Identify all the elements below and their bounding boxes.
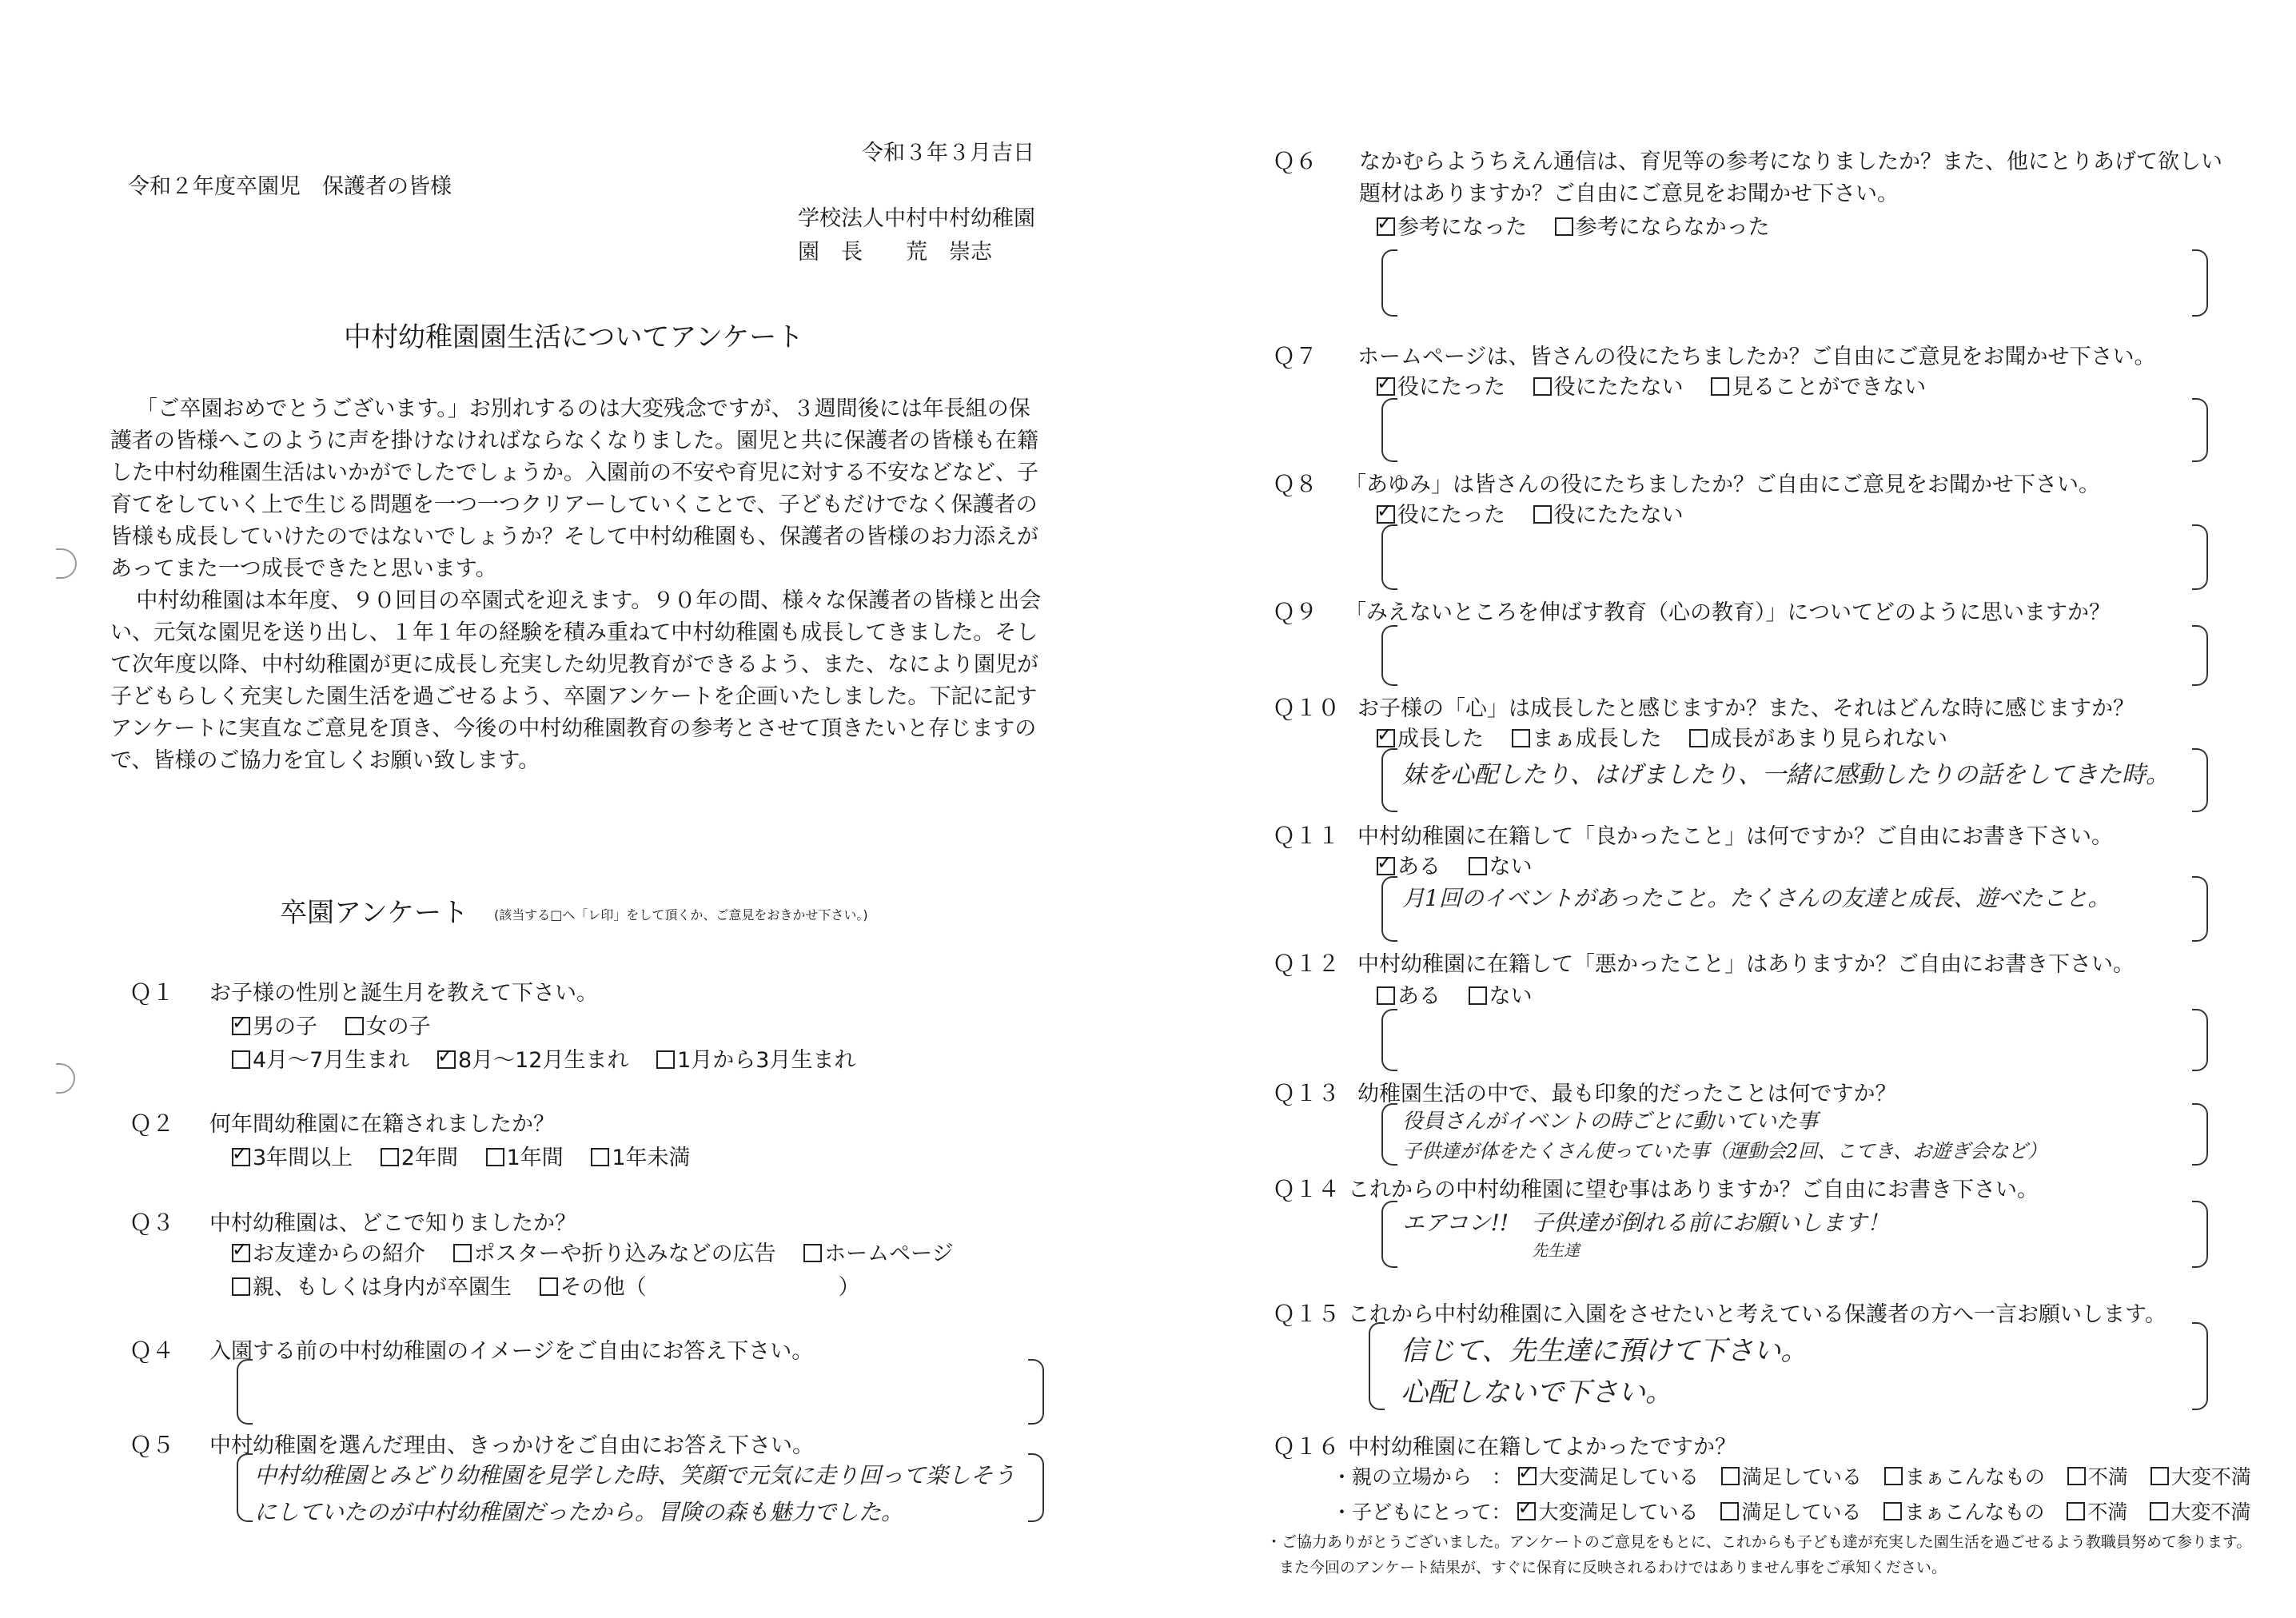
q11-handwritten-answer: 月1回のイベントがあったこと。たくさんの友達と成長、遊べたこと。 bbox=[1402, 885, 2111, 911]
q3-option-friend[interactable]: ✓お友達からの紹介 bbox=[232, 1236, 425, 1267]
q14-handwritten-answer: エアコン!! 子供達が倒れる前にお願いします！ bbox=[1402, 1210, 1890, 1236]
checkbox-checked-icon[interactable] bbox=[232, 1244, 250, 1262]
q9-answer-box[interactable] bbox=[1381, 625, 2208, 686]
checkbox-icon[interactable] bbox=[345, 1017, 364, 1035]
q2-text: 何年間幼稚園に在籍されましたか？ bbox=[209, 1112, 555, 1137]
q15-handwritten-answer-line1: 信じて、先生達に預けて下さい。 bbox=[1401, 1335, 1808, 1367]
q4-answer-box[interactable] bbox=[237, 1359, 1044, 1425]
q16-child-satisfied[interactable]: 満足している bbox=[1720, 1496, 1861, 1525]
q1-option-jan-mar[interactable]: 1月から3月生まれ bbox=[656, 1042, 855, 1074]
survey-instruction: (該当する□へ「レ印」をして頂くか、ご意見をおきかせ下さい。) bbox=[494, 907, 868, 923]
q6-option-not-helpful[interactable]: 参考にならなかった bbox=[1555, 209, 1770, 241]
q3-option-homepage[interactable]: ホームページ bbox=[803, 1236, 953, 1267]
checkbox-icon[interactable] bbox=[1469, 857, 1487, 875]
q6-answer-box[interactable] bbox=[1381, 249, 2208, 317]
q7-options bbox=[1377, 369, 1947, 401]
q10-option-not-much[interactable]: 成長があまり見られない bbox=[1689, 721, 1947, 752]
q9-number: Ｑ９ bbox=[1273, 599, 1318, 625]
q11-option-yes[interactable]: ✓ある bbox=[1377, 849, 1441, 880]
q12-option-no[interactable]: ない bbox=[1469, 978, 1533, 1010]
checkbox-checked-icon[interactable] bbox=[1377, 505, 1395, 524]
q16-parent-satisfied[interactable]: 満足している bbox=[1721, 1461, 1862, 1490]
checkbox-checked-icon[interactable] bbox=[437, 1050, 456, 1069]
checkbox-icon[interactable] bbox=[2151, 1467, 2169, 1485]
checkbox-checked-icon[interactable] bbox=[1377, 729, 1395, 747]
q14-text: これからの中村幼稚園に望む事はありますか？ご自由にお書き下さい。 bbox=[1348, 1178, 2039, 1202]
q2-option-2years[interactable]: 2年間 bbox=[381, 1140, 458, 1171]
q10-option-somewhat[interactable]: まぁ成長した bbox=[1512, 721, 1662, 752]
checkbox-icon[interactable] bbox=[486, 1148, 504, 1166]
q13-handwritten-answer-line1: 役員さんがイベントの時ごとに動いていた事 bbox=[1402, 1110, 1819, 1134]
q1-options-month bbox=[232, 1042, 876, 1074]
q13-text: 幼稚園生活の中で、最も印象的だったことは何ですか？ bbox=[1357, 1082, 1897, 1106]
checkbox-icon[interactable] bbox=[453, 1244, 472, 1262]
checkbox-icon[interactable] bbox=[1533, 377, 1552, 396]
q11-number: Ｑ１１ bbox=[1273, 823, 1341, 849]
intro-text bbox=[110, 393, 1047, 777]
q5-handwritten-answer-line2: にしていたのが中村幼稚園だったから。冒険の森も魅力でした。 bbox=[254, 1499, 904, 1525]
q13-handwritten-answer-line2: 子供達が体をたくさん使っていた事（運動会2回、こてき、お遊ぎ会など） bbox=[1402, 1140, 2047, 1162]
q16-number: Ｑ１６ bbox=[1273, 1433, 1341, 1460]
q4-number: Ｑ４ bbox=[130, 1337, 175, 1364]
binding-hole-mark bbox=[56, 548, 77, 579]
q6-option-helpful[interactable]: ✓参考になった bbox=[1377, 209, 1527, 241]
q16-row-child bbox=[1332, 1496, 2250, 1525]
q14-handwritten-note: 先生達 bbox=[1532, 1241, 1580, 1260]
checkbox-icon[interactable] bbox=[1469, 986, 1487, 1005]
q10-option-grew[interactable]: ✓成長した bbox=[1377, 721, 1484, 752]
q2-option-3years[interactable]: ✓3年間以上 bbox=[232, 1140, 353, 1171]
q16-child-very-satisfied[interactable]: ✓ 大変満足している bbox=[1517, 1496, 1698, 1525]
q1-option-aug-dec[interactable]: ✓ 8月～12月生まれ bbox=[437, 1042, 629, 1074]
q7-answer-box[interactable] bbox=[1381, 398, 2208, 462]
checkbox-checked-icon[interactable] bbox=[1518, 1467, 1537, 1485]
checkbox-checked-icon[interactable] bbox=[1377, 377, 1395, 396]
q11-option-no[interactable]: ない bbox=[1469, 849, 1533, 880]
q1-option-girl[interactable]: 女の子 bbox=[345, 1009, 431, 1040]
q16-row-parent-label: ・親の立場から ： bbox=[1332, 1465, 1513, 1488]
q16-parent-very-dissatisfied[interactable]: 大変不満 bbox=[2151, 1461, 2251, 1490]
q1-option-boy[interactable]: ✓男の子 bbox=[232, 1009, 317, 1040]
q16-row-parent bbox=[1332, 1461, 2251, 1490]
checkbox-icon[interactable] bbox=[1883, 1502, 1902, 1520]
checkbox-icon[interactable] bbox=[1711, 377, 1729, 396]
checkbox-checked-icon[interactable] bbox=[232, 1017, 250, 1035]
q3-options-row1 bbox=[232, 1236, 975, 1267]
q10-handwritten-answer: 妹を心配したり、はげましたり、一緒に感動したりの話をしてきた時。 bbox=[1402, 761, 2170, 789]
recipient-line: 令和２年度卒園児 保護者の皆様 bbox=[128, 174, 452, 199]
intro-paragraph: 中村幼稚園は本年度、９０回目の卒園式を迎えます。９０年の間、様々な保護者の皆様と出会い、元気な園児を送り出し、１年１年の経験を積み重ねて中村幼稚園も成長してきました。そして次年度以降、中村幼稚園が更に成長し充実した幼児教育ができるよう、また、なにより園児が子どもらしく充実した園生活を過ごせるよう、卒園アンケートを企画いたしました。下記に記すアンケートに実直なご意見を頂き、今後の中村幼稚園教育の参考とさせて頂きたいと存じますので、皆様のご協力を宜しくお願い致します。 bbox=[110, 588, 1042, 773]
q3-options-row2 bbox=[232, 1269, 881, 1301]
checkbox-icon[interactable] bbox=[232, 1277, 250, 1296]
checkbox-icon[interactable] bbox=[381, 1148, 399, 1166]
checkbox-icon[interactable] bbox=[1720, 1502, 1739, 1520]
q16-parent-dissatisfied[interactable]: 不満 bbox=[2067, 1461, 2128, 1490]
q11-text: 中村幼稚園に在籍して「良かったこと」は何ですか？ご自由にお書き下さい。 bbox=[1357, 824, 2113, 849]
q12-options bbox=[1377, 978, 1553, 1010]
checkbox-icon[interactable] bbox=[1377, 986, 1395, 1005]
q7-number: Ｑ７ bbox=[1273, 343, 1318, 369]
survey-title: 卒園アンケート bbox=[280, 897, 468, 929]
q2-option-1year[interactable]: 1年間 bbox=[486, 1140, 564, 1171]
q1-text: お子様の性別と誕生月を教えて下さい。 bbox=[209, 981, 598, 1006]
q3-text: 中村幼稚園は、どこで知りましたか？ bbox=[209, 1211, 576, 1236]
q16-text: 中村幼稚園に在籍してよかったですか？ bbox=[1348, 1435, 1736, 1460]
q5-handwritten-answer-line1: 中村幼稚園とみどり幼稚園を見学した時、笑顔で元気に走り回って楽しそう bbox=[254, 1462, 1016, 1488]
q6-text-line1: なかむらようちえん通信は、育児等の参考になりましたか？また、他にとりあげて欲しい bbox=[1359, 149, 2222, 174]
checkbox-icon[interactable] bbox=[232, 1050, 250, 1069]
q12-text: 中村幼稚園に在籍して「悪かったこと」はありますか？ご自由にお書き下さい。 bbox=[1357, 952, 2135, 977]
q1-option-apr-jul[interactable]: 4月～7月生まれ bbox=[232, 1042, 409, 1074]
q13-number: Ｑ１３ bbox=[1273, 1080, 1341, 1106]
right-page bbox=[1148, 0, 2296, 1618]
q6-options bbox=[1377, 209, 1791, 241]
q10-text: お子様の「心」は成長したと感じますか？また、それはどんな時に感じますか？ bbox=[1357, 696, 2135, 721]
q16-parent-very-satisfied[interactable]: ✓ 大変満足している bbox=[1518, 1461, 1699, 1490]
q16-parent-so-so[interactable]: まぁこんなもの bbox=[1884, 1461, 2045, 1490]
q2-number: Ｑ２ bbox=[130, 1110, 175, 1137]
q6-number: Ｑ６ bbox=[1273, 148, 1318, 174]
checkbox-checked-icon[interactable] bbox=[1377, 857, 1395, 875]
q8-option-useful[interactable]: ✓役にたった bbox=[1377, 497, 1505, 528]
q1-number: Ｑ１ bbox=[130, 979, 175, 1006]
checkbox-icon[interactable] bbox=[1884, 1467, 1903, 1485]
q15-text: これから中村幼稚園に入園をさせたいと考えている保護者の方へ一言お願いします。 bbox=[1348, 1302, 2166, 1327]
checkbox-checked-icon[interactable] bbox=[232, 1148, 250, 1166]
checkbox-checked-icon[interactable] bbox=[1377, 217, 1395, 236]
q15-number: Ｑ１５ bbox=[1273, 1301, 1341, 1327]
organization-name: 学校法人中村中村幼稚園 bbox=[798, 206, 1035, 231]
q7-option-useful[interactable]: ✓役にたった bbox=[1377, 369, 1505, 401]
q8-text: 「あゆみ」は皆さんの役にたちましたか？ご自由にご意見をお聞かせ下さい。 bbox=[1345, 472, 2100, 497]
q3-option-ad[interactable]: ポスターや折り込みなどの広告 bbox=[453, 1236, 776, 1267]
q3-option-other[interactable]: その他（ ） bbox=[540, 1269, 860, 1301]
checkbox-icon[interactable] bbox=[1689, 729, 1708, 747]
q12-option-yes[interactable]: ある bbox=[1377, 978, 1441, 1010]
q8-answer-box[interactable] bbox=[1381, 524, 2208, 590]
checkbox-icon[interactable] bbox=[1533, 505, 1552, 524]
footer-note-line1: ・ご協力ありがとうございました。アンケートのご意見をもとに、これからも子ども達が充実した園生活を過ごせるよう教職員努めて参ります。 bbox=[1266, 1533, 2252, 1551]
footer-note-line2: また今回のアンケート結果が、すぐに保育に反映されるわけではありません事をご承知ください。 bbox=[1279, 1559, 1947, 1576]
q12-number: Ｑ１２ bbox=[1273, 950, 1341, 977]
q9-text: 「みえないところを伸ばす教育（心の教育）」についてどのように思いますか？ bbox=[1345, 600, 2111, 625]
checkbox-icon[interactable] bbox=[591, 1148, 609, 1166]
q6-text-line2: 題材はありますか？ご自由にご意見をお聞かせ下さい。 bbox=[1359, 181, 1899, 206]
checkbox-icon[interactable] bbox=[2150, 1502, 2168, 1520]
principal-name: 園 長 荒 崇志 bbox=[798, 240, 992, 265]
checkbox-icon[interactable] bbox=[803, 1244, 822, 1262]
q7-option-not-useful[interactable]: 役にたたない bbox=[1533, 369, 1684, 401]
q16-row-child-label: ・子どもにとって： bbox=[1332, 1500, 1512, 1524]
q15-handwritten-answer-line2: 心配しないで下さい。 bbox=[1401, 1377, 1672, 1409]
date-line: 令和３年３月吉日 bbox=[862, 141, 1034, 165]
checkbox-icon[interactable] bbox=[2067, 1467, 2086, 1485]
checkbox-icon[interactable] bbox=[1721, 1467, 1740, 1485]
checkbox-icon[interactable] bbox=[1555, 217, 1573, 236]
q16-child-very-dissatisfied[interactable]: 大変不満 bbox=[2150, 1496, 2250, 1525]
intro-paragraph: 「ご卒園おめでとうございます。」お別れするのは大変残念ですが、３週間後には年長組の保護者の皆様へこのように声を掛けなければならなくなりました。園児と共に保護者の皆様も在籍した中村幼稚園生活はいかがでしたでしょうか。入園前の不安や育児に対する不安などなど、子育てをしていく上で生じる問題を一つ一つクリアーしていくことで、子どもだけでなく保護者の皆様も成長していけたのではないでしょうか？そして中村幼稚園も、保護者の皆様のお力添えがあってまた一つ成長できたと思います。 bbox=[110, 397, 1038, 581]
q4-text: 入園する前の中村幼稚園のイメージをご自由にお答え下さい。 bbox=[209, 1339, 814, 1364]
q7-option-cannot-view[interactable]: 見ることができない bbox=[1711, 369, 1926, 401]
q16-child-so-so[interactable]: まぁこんなもの bbox=[1883, 1496, 2044, 1525]
checkbox-icon[interactable] bbox=[656, 1050, 675, 1069]
checkbox-icon[interactable] bbox=[2067, 1502, 2085, 1520]
q10-number: Ｑ１０ bbox=[1273, 695, 1341, 721]
checkbox-icon[interactable] bbox=[540, 1277, 558, 1296]
q1-options-gender bbox=[232, 1009, 452, 1040]
q5-number: Ｑ５ bbox=[130, 1432, 175, 1458]
q3-option-alumni[interactable]: 親、もしくは身内が卒園生 bbox=[232, 1269, 512, 1301]
q7-text: ホームページは、皆さんの役にたちましたか？ご自由にご意見をお聞かせ下さい。 bbox=[1357, 345, 2156, 369]
q16-child-dissatisfied[interactable]: 不満 bbox=[2067, 1496, 2127, 1525]
q3-number: Ｑ３ bbox=[130, 1210, 175, 1236]
q2-option-under1[interactable]: 1年未満 bbox=[591, 1140, 690, 1171]
q5-text: 中村幼稚園を選んだ理由、きっかけをご自由にお答え下さい。 bbox=[209, 1433, 814, 1458]
q14-number: Ｑ１４ bbox=[1273, 1176, 1341, 1202]
q8-option-not-useful[interactable]: 役にたたない bbox=[1533, 497, 1684, 528]
checkbox-icon[interactable] bbox=[1512, 729, 1530, 747]
q8-number: Ｑ８ bbox=[1273, 471, 1318, 497]
document-title: 中村幼稚園園生活についてアンケート bbox=[344, 321, 804, 353]
binding-hole-mark bbox=[56, 1063, 75, 1094]
q12-answer-box[interactable] bbox=[1381, 1009, 2208, 1071]
q2-options bbox=[232, 1140, 712, 1171]
checkbox-checked-icon[interactable] bbox=[1517, 1502, 1536, 1520]
